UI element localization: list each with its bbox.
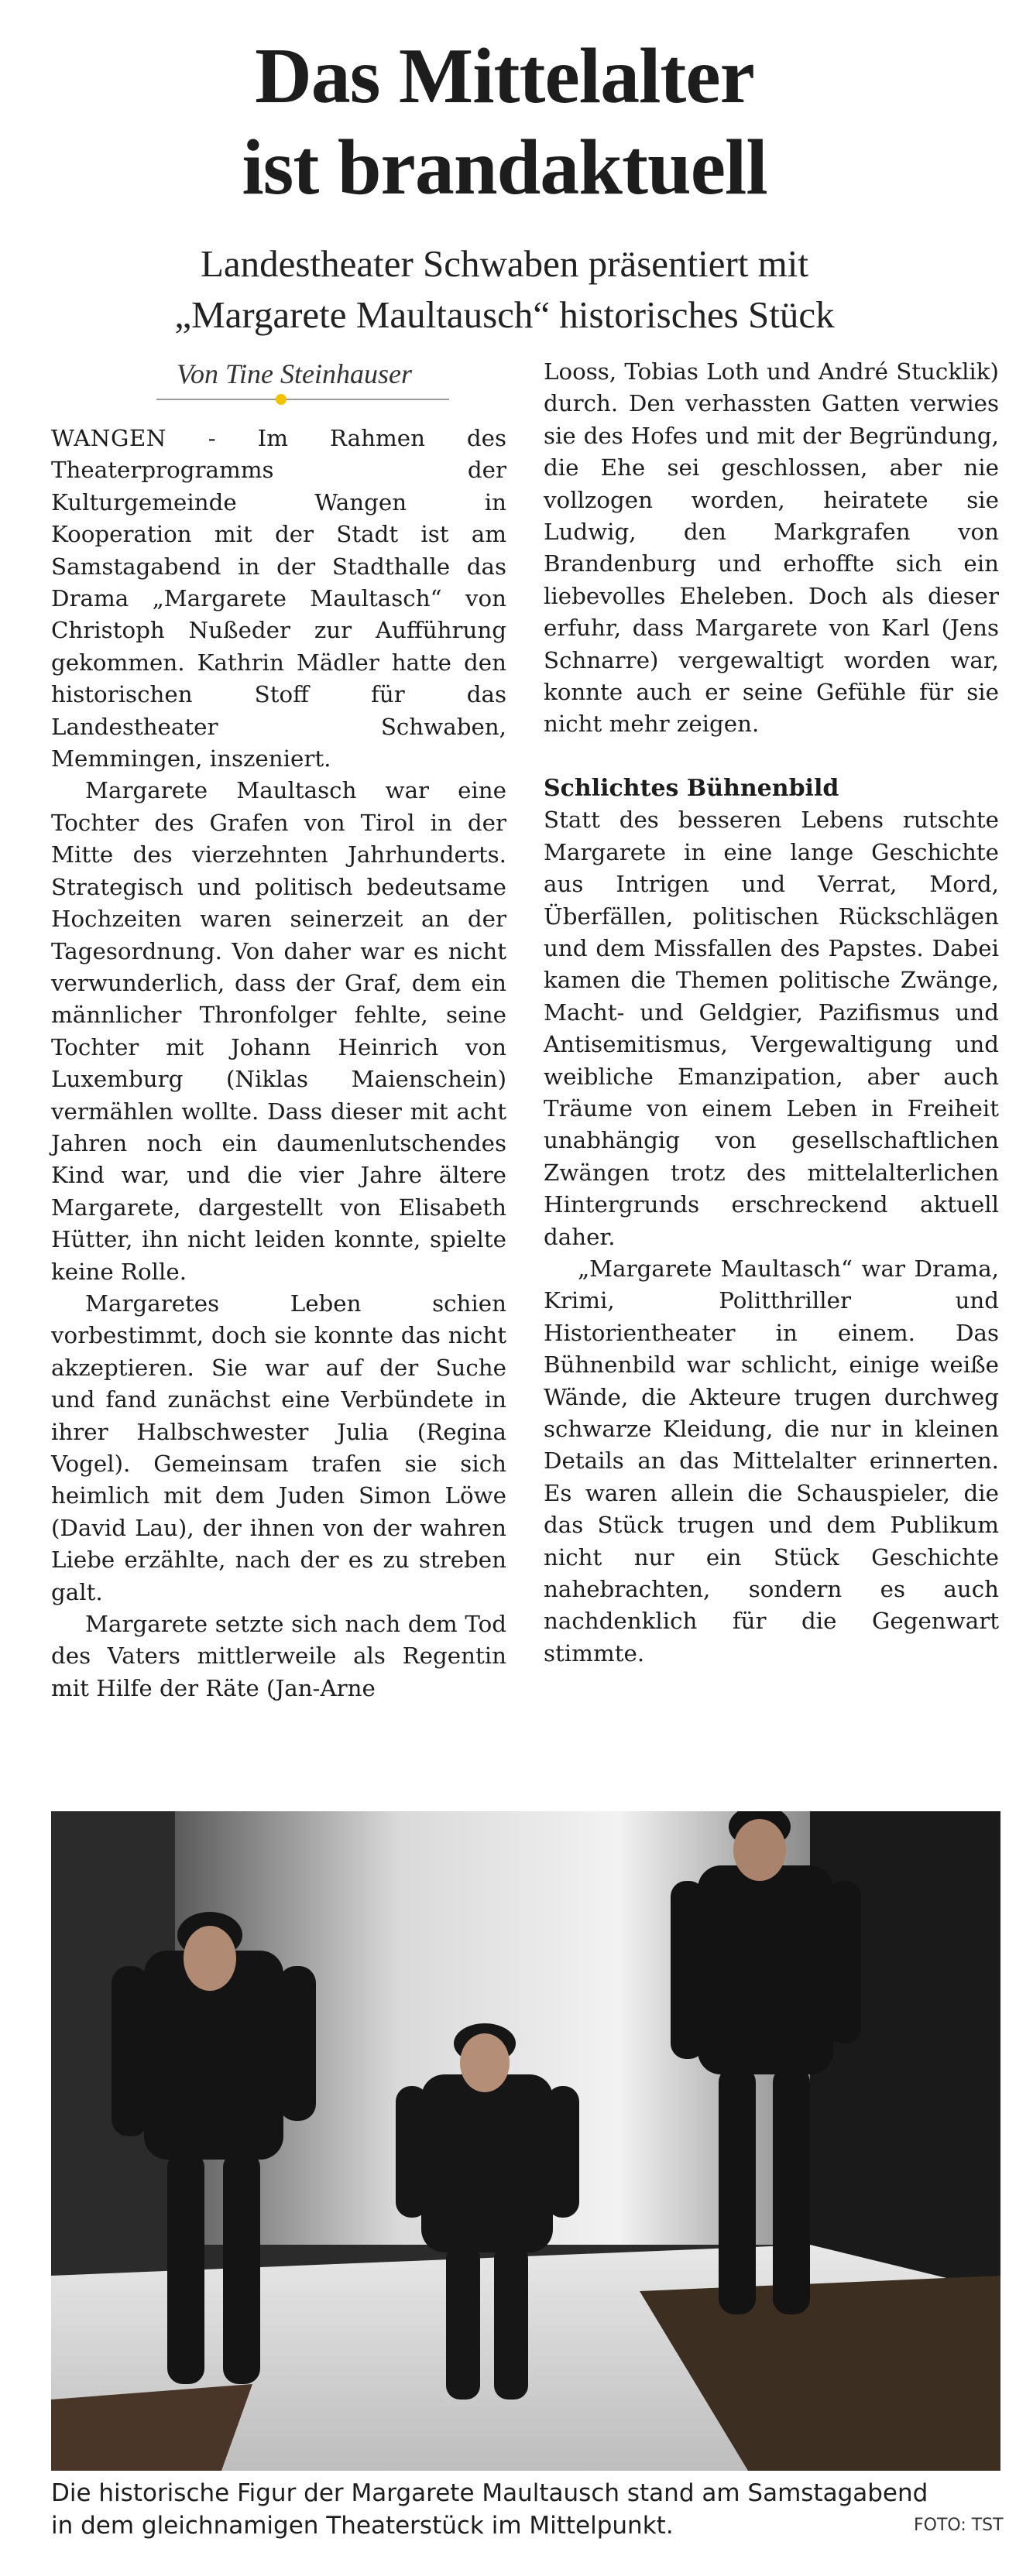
headline-line-2: ist brandaktuell [242,124,767,211]
caption-line-1: Die historische Figur der Margarete Maultausch stand am Samstagabend [51,2479,928,2507]
article-subheading: Schlichtes Bühnenbild [544,774,839,802]
photo-credit: FOTO: TST [914,2516,1004,2535]
article-paragraph: Margarete setzte sich nach dem Tod des Vaters mittlerweile als Regentin mit Hilfe der Räte (Jan-Arne [51,1611,506,1701]
article-paragraph: Margaretes Leben schien vorbestimmt, doch sie konnte das nicht akzeptieren. Sie war auf der Suche und fand zunächst eine Verbündete in ihrer Halbschwester Julia (Regina Vogel). Gemeinsam trafen sie sich heimlich mit dem Juden Simon Löwe (David Lau), der ihnen von der wahren Liebe erzählte, nach der es zu streben galt. [51,1290,506,1605]
stage-photo-illustration [51,1811,1000,2471]
article-column-left [51,423,506,1704]
article-paragraph: Margarete Maultasch war eine Tochter des Grafen von Tirol in der Mitte des vierzehnten Jahrhunderts. Strategisch und politisch bedeutsame Hochzeiten waren seinerzeit an der Tagesordnung. Von daher war es nicht verwunderlich, dass der Graf, dem ein männlicher Thronfolger fehlte, seine Tochter mit Johann Heinrich von Luxemburg (Niklas Maienschein) vermählen wollte. Dass dieser mit acht Jahren noch ein daumenlutschendes Kind war, und die vier Jahre ältere Margarete, dargestellt von Elisabeth Hütter, ihn nicht leiden konnte, spielte keine Rolle. [51,777,506,1285]
byline: Von Tine Steinhauser [177,358,412,389]
article-paragraph: Statt des besseren Lebens rutschte Margarete in eine lange Geschichte aus Intrigen und Verrat, Mord, Überfällen, politischen Rückschlägen und dem Missfallen des Papstes. Dabei kamen die Themen politische Zwänge, Macht- und Geldgier, Pazifismus und Antisemitismus, Vergewaltigung und weibliche Emanzipation, aber auch Träume von einem Leben in Freiheit unabhängig von gesellschaftlichen Zwängen trotz des mittelalterlichen Hintergrunds erschreckend aktuell daher. [544,807,999,1250]
headline-line-1: Das Mittelalter [255,33,754,120]
subheadline-line-1: Landestheater Schwaben präsentiert mit [200,242,809,285]
photo-caption [51,2477,1000,2542]
paragraph-text: - Im Rahmen des Theaterprogramms der Kulturgemeinde Wangen in Kooperation mit der Stadt ist am Samstagabend in der Stadthalle das Drama „Margarete Maultasch“ von Christoph Nußeder zur Aufführung gekommen. Kathrin Mädler hatte den historischen Stoff für das Landestheater Schwaben, Memmingen, inszeniert. [51,425,506,772]
headline [0,31,1009,214]
subheadline [0,238,1009,341]
caption-line-2: in dem gleichnamigen Theaterstück im Mittelpunkt. [51,2512,674,2540]
article-paragraph [51,423,506,775]
article-column-right [544,356,999,1670]
article-paragraph: Looss, Tobias Loth und André Stucklik) durch. Den verhassten Gatten verwies sie des Hofes und mit der Begründung, die Ehe sei geschlossen, aber nie vollzogen worden, heiratete sie Ludwig, den Markgrafen von Brandenburg und erhoffte sich ein liebevolles Eheleben. Doch als dieser erfuhr, dass Margarete von Karl (Jens Schnarre) vergewaltigt worden war, konnte auch er seine Gefühle für sie nicht mehr zeigen. [544,358,999,738]
stage-photo [51,1811,1000,2471]
byline-accent-dot [276,394,287,405]
byline-divider [156,399,449,400]
dateline: WANGEN [51,425,166,451]
article-paragraph: „Margarete Maultasch“ war Drama, Krimi, Politthriller und Historientheater in einem. Das Bühnenbild war schlicht, einige weiße Wände, die Akteure trugen durchweg schwarze Kleidung, die nur in kleinen Details an das Mittelalter erinnerten. Es waren allein die Schauspieler, die das Stück trugen und dem Publikum nicht nur ein Stück Geschichte nahebrachten, sondern es auch nachdenklich für die Gegenwart stimmte. [544,1255,999,1667]
subheadline-line-2: „Margarete Maultausch“ historisches Stück [174,293,835,336]
